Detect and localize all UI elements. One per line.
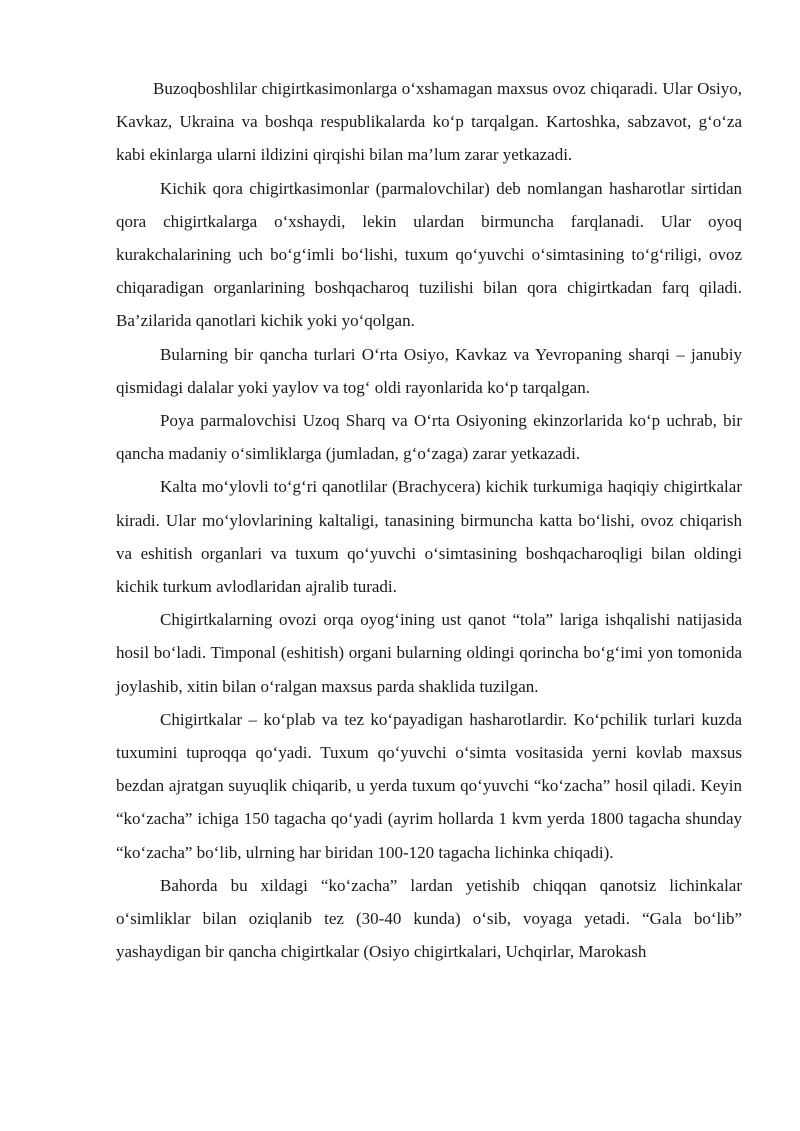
paragraph-5: Kalta mo‘ylovli to‘g‘ri qanotlilar (Brachycera) kichik turkumiga haqiqiy chigirtkalar kiradi. Ular mo‘ylovlarining kaltaligi, tanasining birmuncha katta bo‘lishi, ovoz chiqarish va eshitish organlari va tuxum qo‘yuvchi o‘simtasining boshqacharoqligi bilan oldingi kichik turkum avlodlaridan ajralib turadi.: [116, 477, 742, 597]
paragraph-1: Buzoqboshlilar chigirtkasimonlarga o‘xshamagan maxsus ovoz chiqaradi. Ular Osiyo, Kavkaz, Ukraina va boshqa respublikalarda ko‘p tarqalgan. Kartoshka, sabzavot, g‘o‘za kabi ekinlarga ularni ildizini qirqishi bilan ma’lum zarar yetkazadi.: [116, 79, 742, 165]
paragraph-3: Bularning bir qancha turlari O‘rta Osiyo, Kavkaz va Yevropaning sharqi – janubiy qismidagi dalalar yoki yaylov va tog‘ oldi rayonlarida ko‘p tarqalgan.: [116, 344, 742, 397]
paragraph-4: Poya parmalovchisi Uzoq Sharq va O‘rta Osiyoning ekinzorlarida ko‘p uchrab, bir qancha madaniy o‘simliklarga (jumladan, g‘o‘zaga) zarar yetkazadi.: [116, 411, 742, 464]
paragraph-2: Kichik qora chigirtkasimonlar (parmalovchilar) deb nomlangan hasharotlar sirtidan qora chigirtkalarga o‘xshaydi, lekin ulardan birmuncha farqlanadi. Ular oyoq kurakchalarining uch bo‘g‘imli bo‘lishi, tuxum qo‘yuvchi o‘simtasining to‘g‘riligi, ovoz chiqaradigan organlarining boshqacharoq tuzilishi bilan qora chigirtkadan farq qiladi. Ba’zilarida qanotlari kichik yoki yo‘qolgan.: [116, 178, 742, 331]
paragraph-8: Bahorda bu xildagi “ko‘zacha” lardan yetishib chiqqan qanotsiz lichinkalar o‘simliklar bilan oziqlanib tez (30-40 kunda) o‘sib, voyaga yetadi. “Gala bo‘lib” yashaydigan bir qancha chigirtkalar (Osiyo chigirtkalari, Uchqirlar, Marokash: [116, 875, 742, 962]
paragraph-7: Chigirtkalar – ko‘plab va tez ko‘payadigan hasharotlardir. Ko‘pchilik turlari kuzda tuxumini tuproqqa qo‘yadi. Tuxum qo‘yuvchi o‘simta vositasida yerni kovlab maxsus bezdan ajratgan suyuqlik chiqarib, u yerda tuxum qo‘yuvchi “ko‘zacha” hosil qiladi. Keyin “ko‘zacha” ichiga 150 tagacha qo‘yadi (ayrim hollarda 1 kvm yerda 1800 tagacha shunday “ko‘zacha” bo‘lib, ulrning har biridan 100-120 tagacha lichinka chiqadi).: [116, 709, 742, 862]
paragraph-6: Chigirtkalarning ovozi orqa oyog‘ining ust qanot “tola” lariga ishqalishi natijasida hosil bo‘ladi. Timponal (eshitish) organi bularning oldingi qorincha bo‘g‘imi yon tomonida joylashib, xitin bilan o‘ralgan maxsus parda shaklida tuzilgan.: [116, 610, 742, 696]
document-body: [116, 72, 742, 968]
